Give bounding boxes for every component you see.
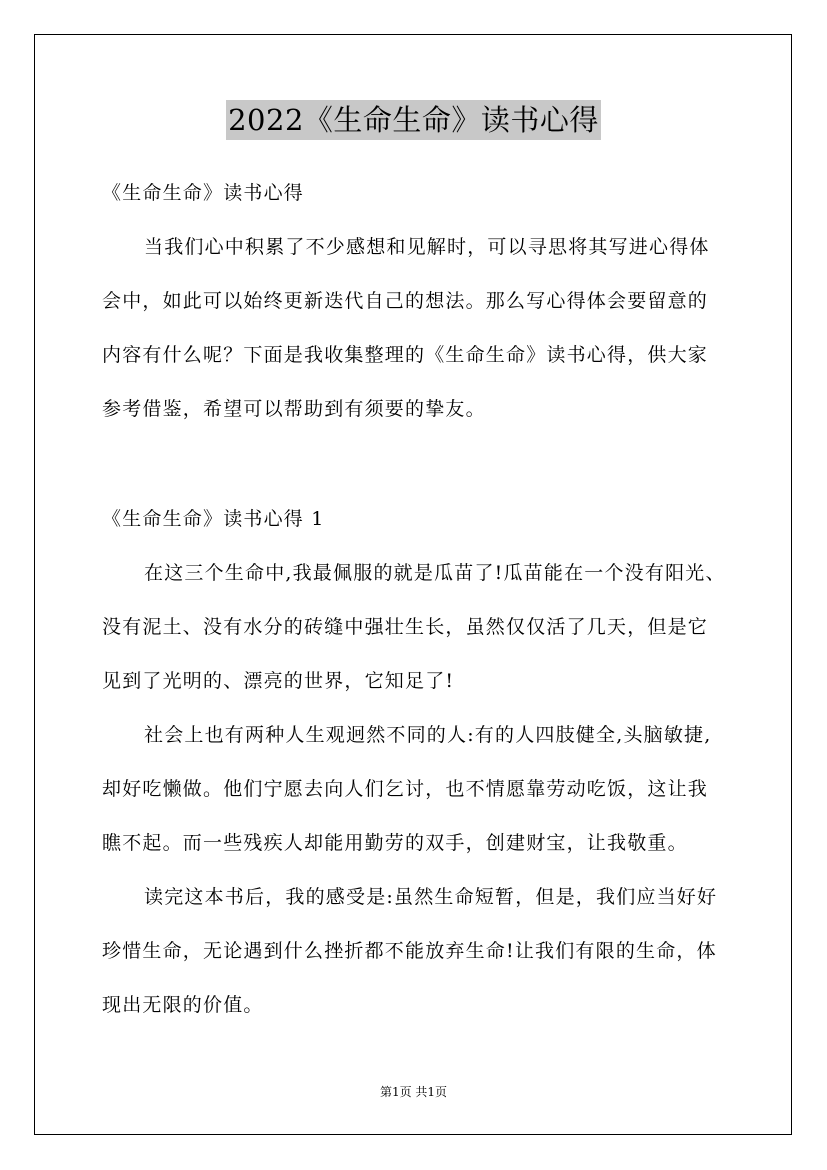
section-heading-1: 《生命生命》读书心得 1: [102, 508, 325, 530]
para2-line-3: 瞧不起。而一些残疾人却能用勤劳的双手，创建财宝，让我敬重。: [102, 832, 688, 854]
para1-line-3: 见到了光明的、漂亮的世界，它知足了!: [102, 670, 455, 692]
para1-line-2: 没有泥土、没有水分的砖缝中强壮生长，虽然仅仅活了几天，但是它: [102, 616, 709, 638]
para3-line-1: 读完这本书后，我的感受是:虽然生命短暂，但是，我们应当好好: [144, 886, 718, 908]
section-heading: 《生命生命》读书心得: [102, 182, 305, 204]
intro-line-2: 会中，如此可以始终更新迭代自己的想法。那么写心得体会要留意的: [102, 290, 709, 312]
title-container: [0, 100, 827, 140]
intro-line-3: 内容有什么呢？下面是我收集整理的《生命生命》读书心得，供大家: [102, 344, 709, 366]
document-title: 2022《生命生命》读书心得: [226, 100, 601, 140]
page-footer: 第1页 共1页: [379, 1085, 448, 1099]
para3-line-3: 现出无限的价值。: [102, 994, 264, 1016]
para2-line-2: 却好吃懒做。他们宁愿去向人们乞讨，也不情愿靠劳动吃饭，这让我: [102, 778, 709, 800]
intro-line-1: 当我们心中积累了不少感想和见解时，可以寻思将其写进心得体: [144, 236, 710, 258]
para2-line-1: 社会上也有两种人生观迥然不同的人:有的人四肢健全,头脑敏捷,: [144, 724, 712, 746]
para3-line-2: 珍惜生命，无论遇到什么挫折都不能放弃生命!让我们有限的生命，体: [102, 940, 717, 962]
para1-line-1: 在这三个生命中,我最佩服的就是瓜苗了!瓜苗能在一个没有阳光、: [144, 562, 726, 584]
intro-line-4: 参考借鉴，希望可以帮助到有须要的挚友。: [102, 398, 486, 420]
